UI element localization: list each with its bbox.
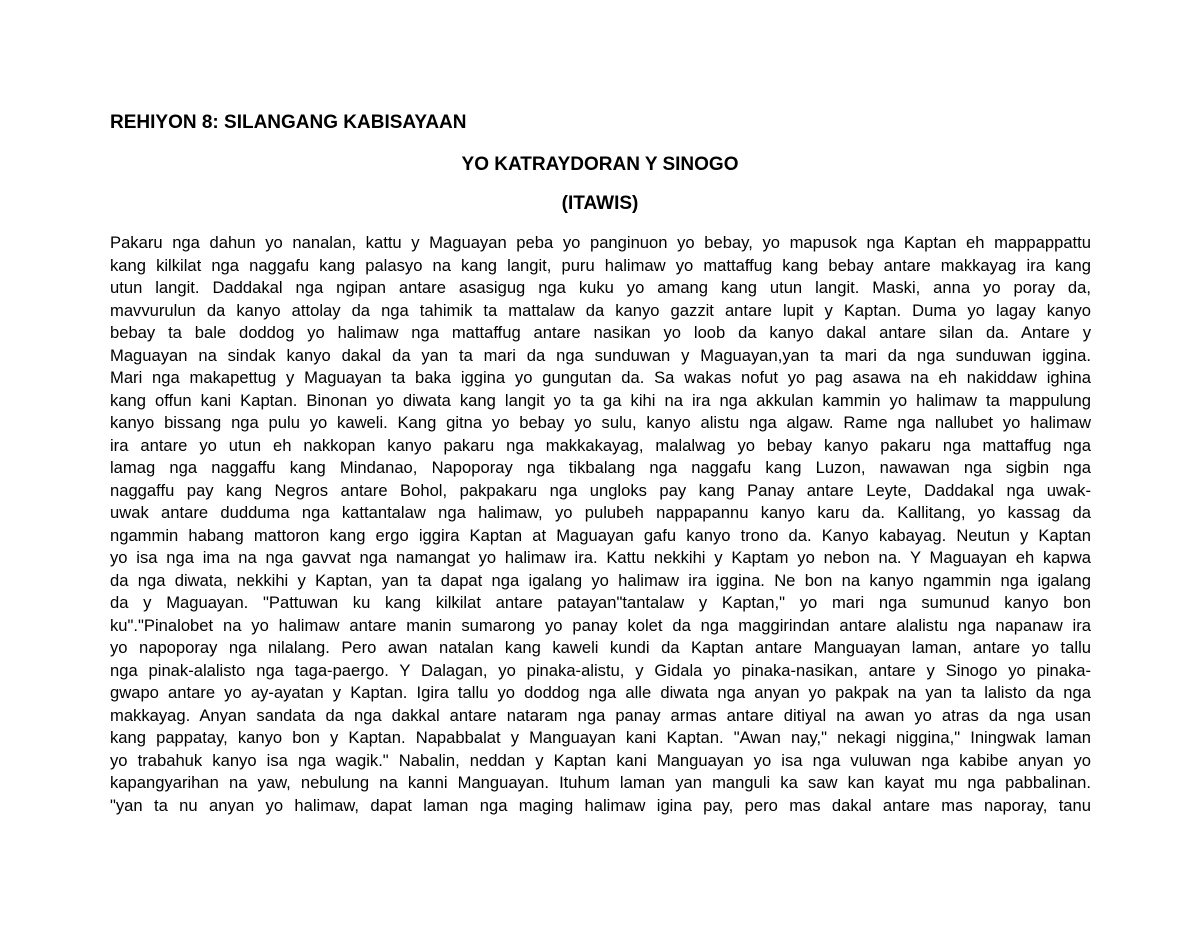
body-line: uwak antare dudduma nga kattantalaw nga halimaw, yo pulubeh nappapannu kanyo karu da. Kallitang, yo kassag da xyxy=(110,503,1091,522)
body-line: yo isa nga ima na nga gavvat nga namangat yo halimaw ira. Kattu nekkihi y Kaptam yo nebon na. Y Maguayan eh kapwa xyxy=(110,548,1091,567)
body-line: naggaffu pay kang Negros antare Bohol, pakpakaru nga ungloks pay kang Panay antare Leyte, Daddakal nga uwak- xyxy=(110,480,1091,500)
body-line: kanyo bissang nga pulu yo kaweli. Kang gitna yo bebay yo sulu, kanyo alistu nga algaw. Rame nga nallubet yo halimaw xyxy=(110,413,1091,432)
body-line: "yan ta nu anyan yo halimaw, dapat laman nga maging halimaw igina pay, pero mas dakal antare mas naporay, tanu xyxy=(110,795,1091,815)
story-language-subtitle: (ITAWIS) xyxy=(561,193,639,214)
body-line: kapangyarihan na yaw, nebulung na kanni Manguayan. Ituhum laman yan manguli ka saw kan kayat mu nga pabbalinan. xyxy=(110,773,1091,792)
body-line: utun langit. Daddakal nga ngipan antare asasigug nga kuku yo amang kang utun langit. Maski, anna yo poray da, xyxy=(110,278,1091,297)
story-title: YO KATRAYDORAN Y SINOGO xyxy=(461,154,739,175)
body-line: kang pappatay, kanyo bon y Kaptan. Napabbalat y Manguayan kani Kaptan. "Awan nay," nekagi niggina," Iningwak laman xyxy=(110,728,1091,747)
body-line: da y Maguayan. "Pattuwan ku kang kilkilat antare patayan"tantalaw y Kaptan," yo mari nga sumunud kanyo bon xyxy=(110,593,1091,612)
body-line: ku"."Pinalobet na yo halimaw antare manin sumarong yo panay kolet da nga maggirindan antare alalistu nga napanaw ira xyxy=(110,615,1091,635)
body-line: yo trabahuk kanyo isa nga wagik." Nabalin, neddan y Kaptan kani Manguayan yo isa nga vuluwan nga kabibe anyan yo xyxy=(110,750,1091,770)
body-line: Pakaru nga dahun yo nanalan, kattu y Maguayan peba yo panginuon yo bebay, yo mapusok nga Kaptan eh mappappattu xyxy=(110,233,1091,252)
body-line: Mari nga makapettug y Maguayan ta baka iggina yo gungutan da. Sa wakas nofut yo pag asawa na eh nakiddaw ighina xyxy=(110,368,1091,387)
body-line: kang offun kani Kaptan. Binonan yo diwata kang langit yo ta ga kihi na ira nga akkulan kammin yo halimaw ta mappulung xyxy=(110,390,1091,410)
region-heading: REHIYON 8: SILANGANG KABISAYAAN xyxy=(110,112,467,133)
body-line: ngammin habang mattoron kang ergo iggira Kaptan at Maguayan gafu kanyo trono da. Kanyo kabayag. Neutun y Kaptan xyxy=(110,525,1091,545)
body-line: nga pinak-alalisto nga taga-paergo. Y Dalagan, yo pinaka-alistu, y Gidala yo pinaka-nasikan, antare y Sinogo yo pinaka- xyxy=(110,660,1091,680)
body-line: makkayag. Anyan sandata da nga dakkal antare nataram nga panay armas antare ditiyal na awan yo atras da nga usan xyxy=(110,705,1091,725)
body-line: mavvurulun da kanyo attolay da nga tahimik ta mattalaw da kanyo gazzit antare lupit y Kaptan. Duma yo lagay kanyo xyxy=(110,300,1091,320)
body-line: bebay ta bale doddog yo halimaw nga mattaffug antare nasikan yo loob da kanyo dakal antare silan da. Antare y xyxy=(110,323,1091,342)
body-line: Maguayan na sindak kanyo dakal da yan ta mari da nga sunduwan y Maguayan,yan ta mari da nga sunduwan iggina. xyxy=(110,345,1091,365)
body-line: gwapo antare yo ay-ayatan y Kaptan. Igira tallu yo doddog nga alle diwata nga anyan yo pakpak na yan ta lalisto da nga xyxy=(110,683,1091,702)
body-line: ira antare yo utun eh nakkopan kanyo pakaru nga makkakayag, malalwag yo bebay kanyo pakaru nga mattaffug nga xyxy=(110,435,1091,455)
story-body xyxy=(110,232,1091,817)
body-line: da nga diwata, nekkihi y Kaptan, yan ta dapat nga igalang yo halimaw ira iggina. Ne bon na kanyo ngammin nga igalang xyxy=(110,570,1091,590)
body-line: lamag nga naggaffu kang Mindanao, Napoporay nga tikbalang nga naggafu kang Luzon, nawawan nga sigbin nga xyxy=(110,458,1091,477)
body-line: yo napoporay nga nilalang. Pero awan natalan kang kaweli kundi da Kaptan antare Manguayan laman, antare yo tallu xyxy=(110,638,1091,657)
body-line: kang kilkilat nga naggafu kang palasyo na kang langit, puru halimaw yo mattaffug kang bebay antare makkayag ira kang xyxy=(110,255,1091,275)
